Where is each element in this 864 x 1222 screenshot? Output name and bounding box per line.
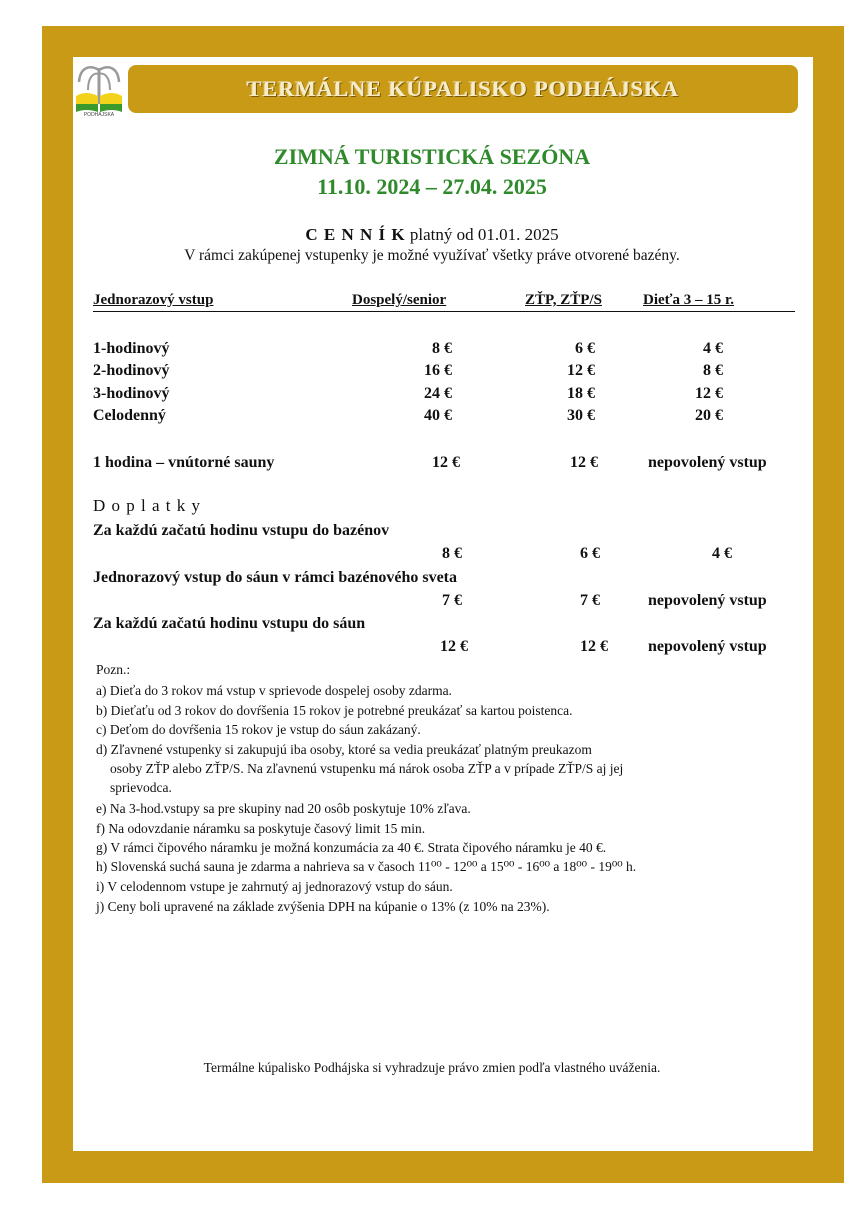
row-child-3h: 12 € (695, 385, 723, 402)
season-dates: 11.10. 2024 – 27.04. 2025 (317, 174, 547, 199)
row-ztp-1h: 6 € (575, 340, 595, 357)
surcharge-adult-pools: 8 € (442, 545, 462, 562)
surcharge-adult-sauna-hour: 12 € (440, 638, 468, 655)
pricelist-subtitle: V rámci zakúpenej vstupenky je možné využívať všetky práve otvorené bazény. (184, 247, 680, 264)
header-banner (128, 65, 798, 113)
notes-title: Pozn.: (96, 662, 131, 677)
surcharge-adult-sauna-once: 7 € (442, 592, 462, 609)
row-label-sauna: 1 hodina – vnútorné sauny (93, 454, 275, 471)
row-child-sauna: nepovolený vstup (648, 454, 767, 471)
row-adult-sauna: 12 € (432, 454, 460, 471)
surcharge-ztp-sauna-hour: 12 € (580, 638, 608, 655)
note-line: j) Ceny boli upravené na základe zvýšenia DPH na kúpanie o 13% (z 10% na 23%). (96, 899, 550, 914)
note-line: g) V rámci čipového náramku je možná konzumácia za 40 €. Strata čipového náramku je 40 €. (96, 840, 607, 855)
row-label-3h: 3-hodinový (93, 385, 170, 402)
header-underline (93, 311, 795, 312)
note-line: h) Slovenská suchá sauna je zdarma a nahrieva sa v časoch 11⁰⁰ - 12⁰⁰ a 15⁰⁰ - 16⁰⁰ a 18⁰⁰ - 19⁰⁰ h. (96, 859, 637, 874)
logo-text: PODHÁJSKA (83, 112, 115, 118)
surcharge-child-sauna-hour: nepovolený vstup (648, 638, 767, 655)
note-line: osoby ZŤP alebo ZŤP/S. Na zľavnenú vstupenku má nárok osoba ZŤP a v prípade ZŤP/S aj jej (110, 761, 624, 776)
row-adult-2h: 16 € (424, 362, 452, 379)
row-child-fullday: 20 € (695, 407, 723, 424)
pricelist-title: C E N N Í K (305, 225, 406, 244)
row-ztp-fullday: 30 € (567, 407, 595, 424)
surcharge-ztp-pools: 6 € (580, 545, 600, 562)
note-line: a) Dieťa do 3 rokov má vstup v sprievode dospelej osoby zdarma. (96, 683, 452, 698)
row-child-1h: 4 € (703, 340, 723, 357)
row-label-2h: 2-hodinový (93, 362, 170, 379)
note-line: d) Zľavnené vstupenky si zakupujú iba osoby, ktoré sa vedia preukázať platným preukazom (96, 742, 592, 757)
header-ztp: ZŤP, ZŤP/S (525, 292, 602, 308)
surcharge-child-pools: 4 € (712, 545, 732, 562)
pricelist-title-line (0, 225, 864, 245)
row-adult-3h: 24 € (424, 385, 452, 402)
season-name: ZIMNÁ TURISTICKÁ SEZÓNA (273, 144, 591, 169)
row-label-fullday: Celodenný (93, 407, 166, 424)
header-title: TERMÁLNE KÚPALISKO PODHÁJSKA (246, 76, 680, 101)
surcharges-title: D o p l a t k y (93, 496, 202, 515)
row-adult-1h: 8 € (432, 340, 452, 357)
note-line: sprievodca. (110, 780, 172, 795)
note-line: i) V celodennom vstupe je zahrnutý aj jednorazový vstup do sáun. (96, 879, 453, 894)
row-child-2h: 8 € (703, 362, 723, 379)
pricelist-valid-from: platný od 01.01. 2025 (409, 225, 559, 244)
surcharge-child-sauna-once: nepovolený vstup (648, 592, 767, 609)
row-ztp-2h: 12 € (567, 362, 595, 379)
note-line: b) Dieťaťu od 3 rokov do dovŕšenia 15 rokov je potrebné preukázať sa kartou poistenca. (96, 703, 573, 718)
surcharge-label-sauna-once: Jednorazový vstup do sáun v rámci bazénového sveta (93, 569, 458, 586)
note-line: e) Na 3-hod.vstupy sa pre skupiny nad 20 osôb poskytuje 10% zľava. (96, 801, 471, 816)
surcharge-label-sauna-hour: Za každú začatú hodinu vstupu do sáun (93, 615, 366, 632)
footer-disclaimer: Termálne kúpalisko Podhájska si vyhradzuje právo zmien podľa vlastného uváženia. (203, 1060, 661, 1075)
header-single-entry: Jednorazový vstup (93, 292, 214, 308)
header-adult: Dospelý/senior (352, 292, 447, 308)
header-child: Dieťa 3 – 15 r. (643, 292, 735, 308)
row-ztp-sauna: 12 € (570, 454, 598, 471)
row-ztp-3h: 18 € (567, 385, 595, 402)
surcharge-label-pools: Za každú začatú hodinu vstupu do bazénov (93, 522, 390, 539)
row-adult-fullday: 40 € (424, 407, 452, 424)
note-line: f) Na odovzdanie náramku sa poskytuje časový limit 15 min. (96, 821, 426, 836)
podhajska-logo (74, 60, 124, 120)
row-label-1h: 1-hodinový (93, 340, 170, 357)
note-line: c) Deťom do dovŕšenia 15 rokov je vstup do sáun zakázaný. (96, 722, 421, 737)
surcharge-ztp-sauna-once: 7 € (580, 592, 600, 609)
